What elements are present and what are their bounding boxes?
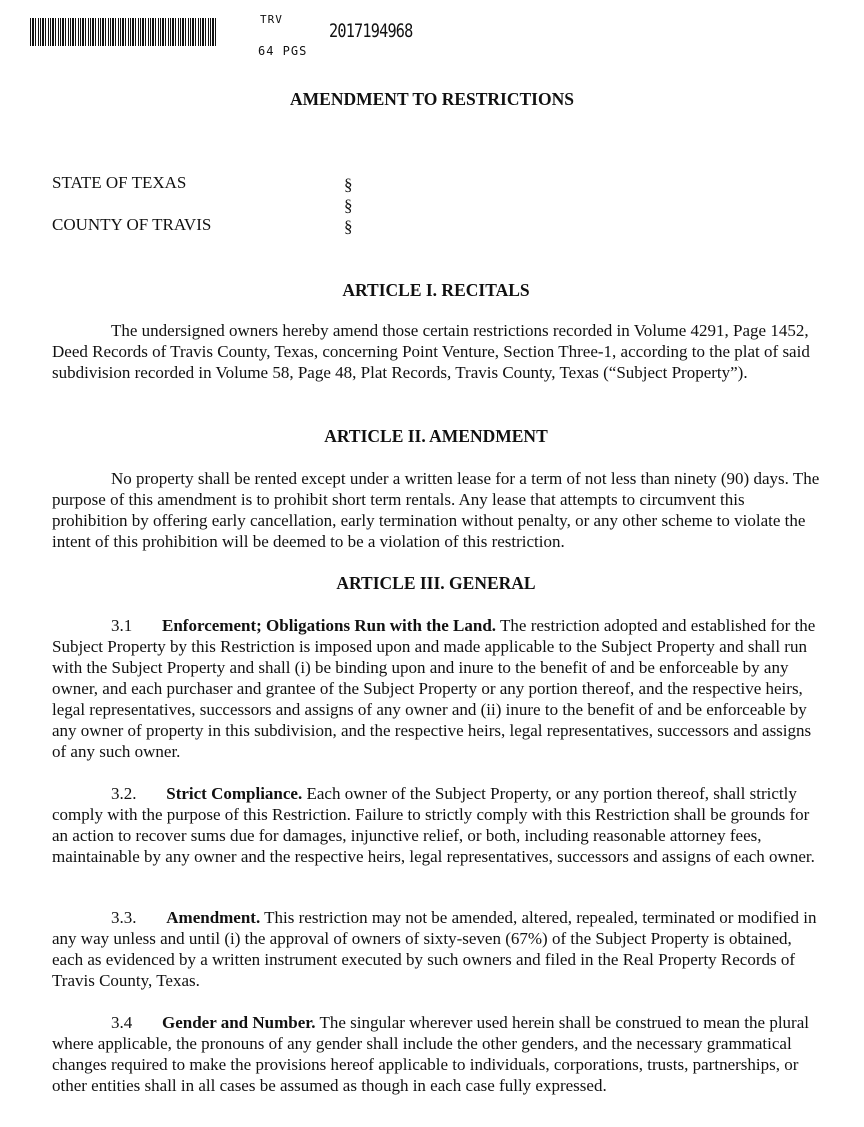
article-1-text: The undersigned owners hereby amend those certain restrictions recorded in Volume 4291, Page 1452, Deed Records of Travis County, Texas, concerning Point Venture, Section Three-1, according to the plat of said subdivision recorded in Volume 58, Page 48, Plat Records, Travis County, Texas (“Subject Property”).: [52, 321, 810, 382]
article-1-paragraph: [52, 320, 820, 383]
section-number: 3.3.: [111, 908, 137, 927]
section-title: Amendment.: [166, 908, 261, 927]
barcode: [30, 18, 216, 46]
section-title: Gender and Number.: [162, 1013, 316, 1032]
section-mark: §: [344, 217, 353, 236]
section-3-4: [52, 1012, 820, 1096]
page-count: 64 PGS: [258, 44, 308, 58]
document-number: 2017194968: [329, 20, 413, 42]
section-3-3: [52, 907, 820, 991]
section-text: The restriction adopted and established for the Subject Property by this Restriction is imposed upon and made applicable to the Subject Property and shall run with the Subject Property and shall (i) be binding upon and inure to the benefit of and be enforceable by any owner, and each purchaser and grantee of the Subject Property or any portion thereof, and the respective heirs, legal representatives, successors and assigns of any owner and (ii) inure to the benefit of and be enforceable by any owner of property in this subdivision, and the respective heirs, legal representatives, successors and assigns of any such owner.: [52, 616, 816, 761]
document-title: AMENDMENT TO RESTRICTIONS: [290, 89, 574, 109]
section-mark: §: [344, 175, 353, 194]
state-caption: STATE OF TEXAS: [52, 173, 187, 192]
section-3-1: [52, 615, 820, 762]
article-1-heading: ARTICLE I. RECITALS: [342, 280, 530, 300]
section-number: 3.4: [111, 1013, 133, 1032]
section-mark: §: [344, 196, 353, 215]
county-caption: COUNTY OF TRAVIS: [52, 215, 212, 234]
section-3-2: [52, 783, 820, 867]
article-2-paragraph: [52, 468, 820, 552]
article-2-text: No property shall be rented except under a written lease for a term of not less than ninety (90) days. The purpose of this amendment is to prohibit short term rentals. Any lease that attempts to circumvent this prohibition by offering early cancellation, early termination without penalty, or any other scheme to violate the intent of this prohibition will be deemed to be a violation of this restriction.: [52, 469, 820, 551]
section-number: 3.2.: [111, 784, 137, 803]
section-text: Each owner of the Subject Property, or any portion thereof, shall strictly comply with the purpose of this Restriction. Failure to strictly comply with this Restriction shall be grounds for an action to recover sums due for damages, injunctive relief, or both, including reasonable attorney fees, maintainable by any owner and the respective heirs, legal representatives, successors and assigns of each owner.: [52, 784, 815, 866]
section-text: The singular wherever used herein shall be construed to mean the plural where applicable, the pronouns of any gender shall include the other genders, and the necessary grammatical changes required to make the provisions hereof applicable to individuals, corporations, trusts, partnerships, or other entities shall in all cases be assumed as though in each case fully expressed.: [52, 1013, 809, 1095]
article-3-heading: ARTICLE III. GENERAL: [336, 573, 536, 593]
article-2-heading: ARTICLE II. AMENDMENT: [324, 426, 548, 446]
section-text: This restriction may not be amended, altered, repealed, terminated or modified in any way unless and until (i) the approval of owners of sixty-seven (67%) of the Subject Property is obtained, each as evidenced by a written instrument executed by such owners and filed in the Real Property Records of Travis County, Texas.: [52, 908, 817, 990]
section-title: Strict Compliance.: [166, 784, 303, 803]
section-title: Enforcement; Obligations Run with the Land.: [162, 616, 497, 635]
county-code: TRV: [260, 13, 283, 26]
section-number: 3.1: [111, 616, 133, 635]
